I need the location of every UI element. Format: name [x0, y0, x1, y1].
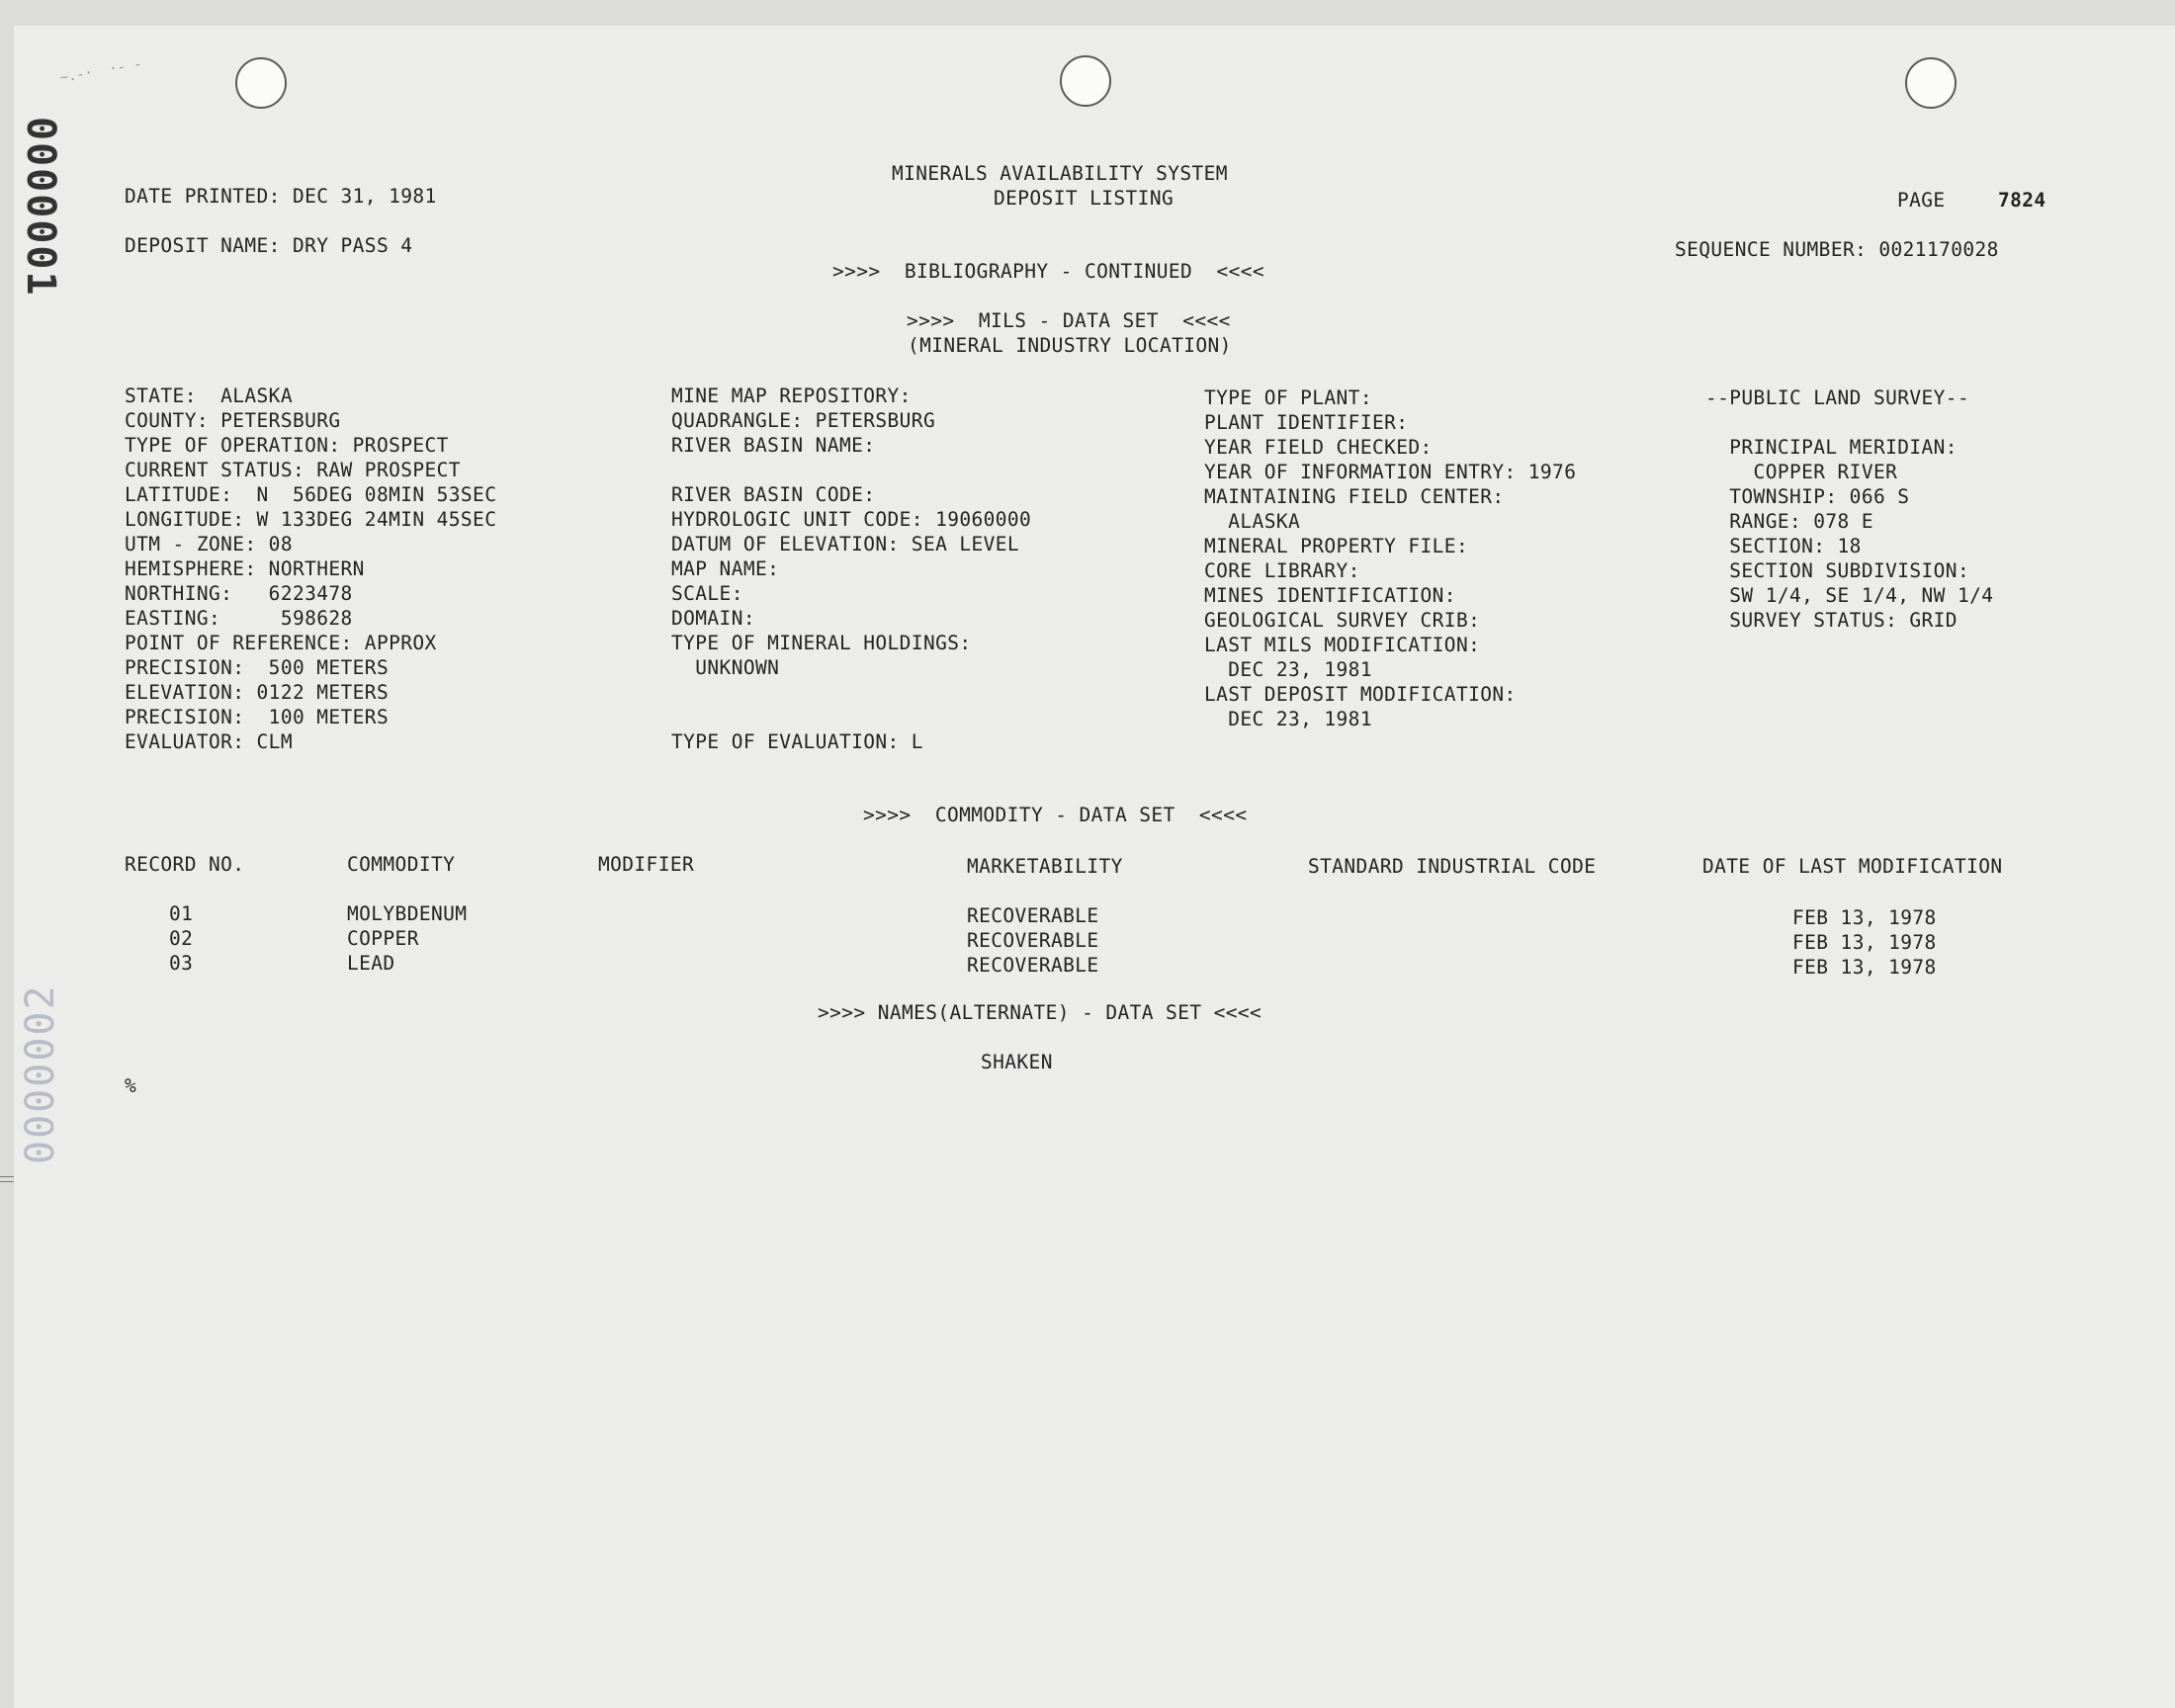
mils-field: ALASKA	[1204, 510, 1301, 533]
mils-field: MAINTAINING FIELD CENTER:	[1204, 485, 1505, 508]
mils-field: LAST DEPOSIT MODIFICATION:	[1204, 683, 1517, 706]
col-header-record: RECORD NO.	[125, 853, 245, 876]
punch-hole-right	[1905, 57, 1957, 109]
row-marketability: RECOVERABLE	[967, 929, 1099, 952]
names-title: >>>> NAMES(ALTERNATE) - DATA SET <<<<	[818, 1001, 1262, 1024]
mils-field: EASTING: 598628	[125, 607, 353, 630]
mils-field: LONGITUDE: W 133DEG 24MIN 45SEC	[125, 508, 497, 531]
mils-field: QUADRANGLE: PETERSBURG	[671, 409, 936, 432]
pencil-scribble: ~.-· ·- -	[58, 55, 144, 87]
edge-mark	[0, 1176, 14, 1177]
page-label: PAGE	[1897, 189, 1946, 212]
terminator: %	[125, 1074, 137, 1097]
survey-field: SURVEY STATUS: GRID	[1705, 609, 1958, 632]
public-land-survey	[1705, 385, 1993, 633]
survey-field: SECTION SUBDIVISION:	[1705, 559, 1970, 582]
survey-field: SW 1/4, SE 1/4, NW 1/4	[1705, 584, 1994, 607]
row-date: FEB 13, 1978	[1792, 906, 1937, 929]
mils-field: MINES IDENTIFICATION:	[1204, 584, 1456, 607]
mils-field: DATUM OF ELEVATION: SEA LEVEL	[671, 533, 1020, 555]
fiche-number-bottom: 0000002	[18, 983, 63, 1164]
row-commodity: MOLYBDENUM	[347, 902, 468, 925]
deposit-name: DEPOSIT NAME: DRY PASS 4	[125, 234, 413, 257]
fiche-number-top: 0000001	[18, 117, 63, 298]
mils-field: UNKNOWN	[671, 656, 780, 679]
mils-field: EVALUATOR: CLM	[125, 730, 293, 753]
sequence-number: SEQUENCE NUMBER: 0021170028	[1675, 238, 1999, 261]
col-header-modifier: MODIFIER	[598, 853, 695, 876]
mils-field: MINE MAP REPOSITORY:	[671, 384, 912, 407]
mils-field: HYDROLOGIC UNIT CODE: 19060000	[671, 508, 1032, 531]
col-header-date: DATE OF LAST MODIFICATION	[1702, 855, 2003, 878]
row-record: 03	[169, 952, 194, 975]
row-record: 01	[169, 902, 194, 925]
mils-field: UTM - ZONE: 08	[125, 533, 293, 555]
page-number: 7824	[1998, 189, 2046, 212]
survey-field: TOWNSHIP: 066 S	[1705, 485, 1910, 508]
mils-field: COUNTY: PETERSBURG	[125, 409, 341, 432]
survey-field: COPPER RIVER	[1705, 461, 1898, 483]
col-header-commodity: COMMODITY	[347, 853, 456, 876]
row-marketability: RECOVERABLE	[967, 954, 1099, 977]
mils-field: PRECISION: 500 METERS	[125, 656, 390, 679]
mils-column-1	[125, 384, 496, 754]
row-marketability: RECOVERABLE	[967, 904, 1099, 927]
commodity-title: >>>> COMMODITY - DATA SET <<<<	[863, 804, 1248, 826]
mils-field: RIVER BASIN CODE:	[671, 483, 876, 506]
edge-mark	[0, 1181, 14, 1182]
col-header-sic: STANDARD INDUSTRIAL CODE	[1308, 855, 1597, 878]
mils-field: TYPE OF PLANT:	[1204, 386, 1372, 409]
survey-field: --PUBLIC LAND SURVEY--	[1705, 386, 1970, 409]
row-date: FEB 13, 1978	[1792, 956, 1937, 979]
mils-field	[671, 680, 1031, 705]
mils-field: CURRENT STATUS: RAW PROSPECT	[125, 459, 461, 481]
mils-field: HEMISPHERE: NORTHERN	[125, 557, 365, 580]
mils-field: ELEVATION: 0122 METERS	[125, 681, 390, 704]
mils-field: LAST MILS MODIFICATION:	[1204, 634, 1481, 656]
mils-field: POINT OF REFERENCE: APPROX	[125, 632, 437, 654]
printout-page	[14, 26, 2175, 1708]
mils-field: TYPE OF EVALUATION: L	[671, 730, 923, 753]
punch-hole-center	[1060, 55, 1111, 107]
mils-field: STATE: ALASKA	[125, 384, 293, 407]
mils-field: RIVER BASIN NAME:	[671, 434, 876, 457]
listing-title: DEPOSIT LISTING	[994, 187, 1174, 210]
mils-field	[671, 705, 1031, 729]
row-commodity: COPPER	[347, 927, 419, 950]
date-printed: DATE PRINTED: DEC 31, 1981	[125, 185, 437, 208]
names-value: SHAKEN	[981, 1051, 1053, 1073]
mils-field: SCALE:	[671, 582, 743, 605]
mils-field: DEC 23, 1981	[1204, 708, 1372, 730]
mils-field: YEAR FIELD CHECKED:	[1204, 436, 1433, 459]
system-title: MINERALS AVAILABILITY SYSTEM	[892, 162, 1228, 185]
row-commodity: LEAD	[347, 952, 395, 975]
mils-field: DEC 23, 1981	[1204, 658, 1372, 681]
mils-field: MINERAL PROPERTY FILE:	[1204, 535, 1469, 557]
mils-field: PRECISION: 100 METERS	[125, 706, 390, 728]
mils-title: >>>> MILS - DATA SET <<<<	[907, 309, 1231, 332]
mils-column-3	[1204, 385, 1576, 731]
punch-hole-left	[235, 57, 287, 109]
mils-field: DOMAIN:	[671, 607, 755, 630]
survey-field: PRINCIPAL MERIDIAN:	[1705, 436, 1958, 459]
mils-field: LATITUDE: N 56DEG 08MIN 53SEC	[125, 483, 497, 506]
survey-field: SECTION: 18	[1705, 535, 1862, 557]
row-record: 02	[169, 927, 194, 950]
mils-field: MAP NAME:	[671, 557, 780, 580]
bibliography-heading: >>>> BIBLIOGRAPHY - CONTINUED <<<<	[832, 260, 1265, 283]
mils-field: PLANT IDENTIFIER:	[1204, 411, 1409, 434]
mils-field: NORTHING: 6223478	[125, 582, 353, 605]
col-header-marketability: MARKETABILITY	[967, 855, 1123, 878]
survey-field: RANGE: 078 E	[1705, 510, 1873, 533]
mils-field: TYPE OF MINERAL HOLDINGS:	[671, 632, 972, 654]
mils-column-2	[671, 384, 1031, 754]
mils-subtitle: (MINERAL INDUSTRY LOCATION)	[908, 334, 1232, 357]
mils-field: CORE LIBRARY:	[1204, 559, 1360, 582]
row-date: FEB 13, 1978	[1792, 931, 1937, 954]
mils-field: TYPE OF OPERATION: PROSPECT	[125, 434, 449, 457]
mils-field	[671, 458, 1031, 482]
mils-field: GEOLOGICAL SURVEY CRIB:	[1204, 609, 1481, 632]
mils-field: YEAR OF INFORMATION ENTRY: 1976	[1204, 461, 1577, 483]
survey-field	[1705, 410, 1993, 435]
